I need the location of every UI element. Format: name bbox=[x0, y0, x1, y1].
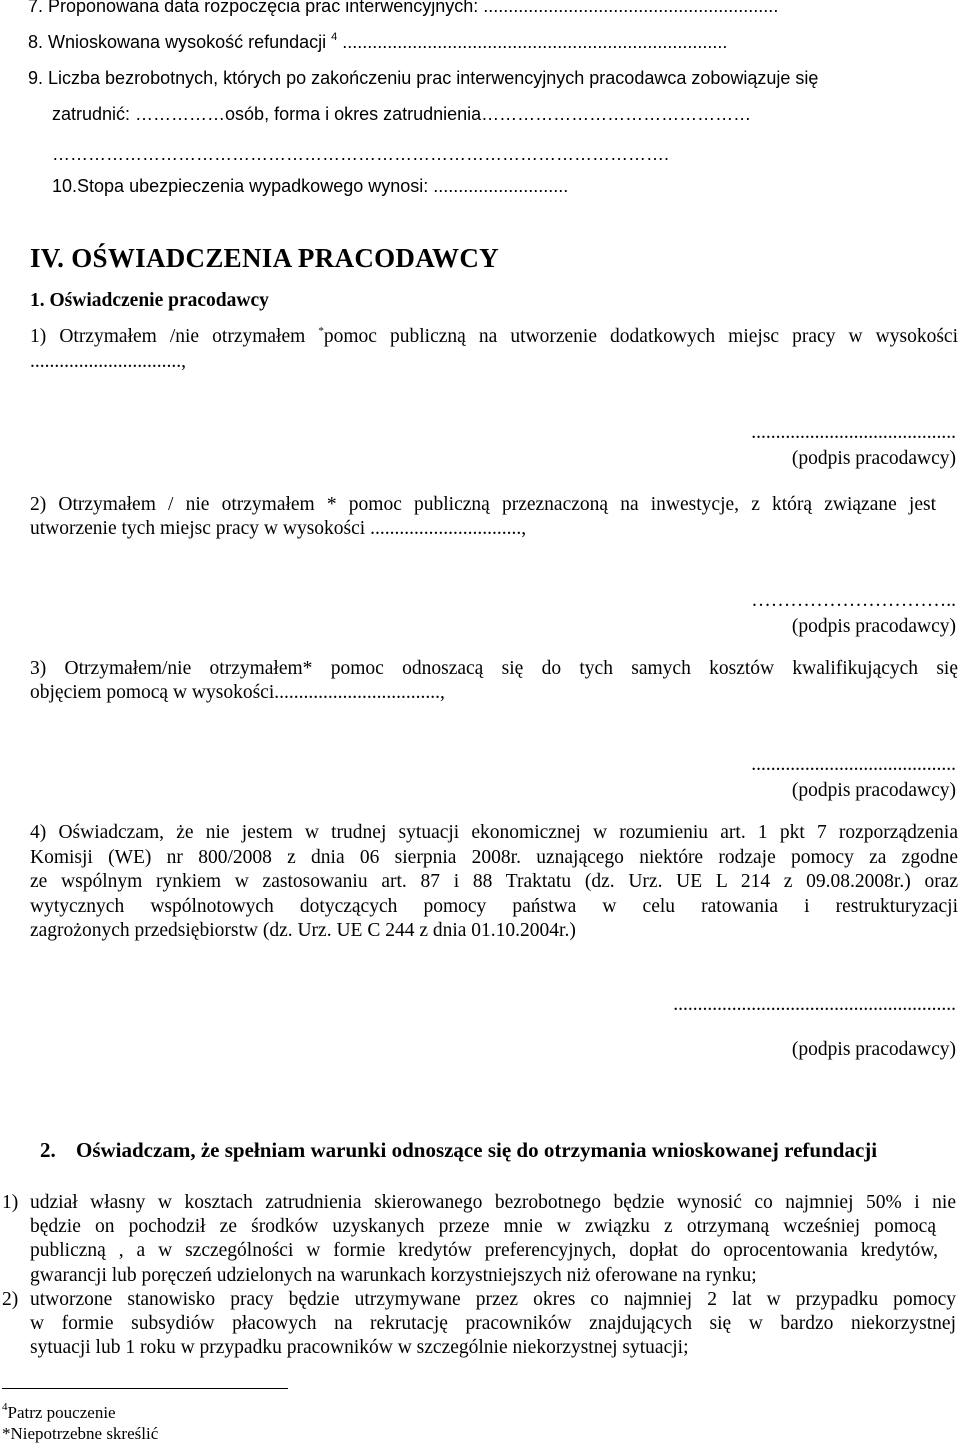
declaration-2-line-1: 2) Otrzymałem / nie otrzymałem * pomoc publiczną przeznaczoną na inwestycje, z którą związane jest bbox=[30, 494, 936, 515]
item-9-line-3-text: …………………………………………………………………………………………. bbox=[52, 144, 670, 164]
item-8-text: 8. Wnioskowana wysokość refundacji bbox=[28, 32, 332, 52]
footnote-asterisk: *Niepotrzebne skreślić bbox=[2, 1424, 159, 1443]
declaration-2-line-2: utworzenie tych miejsc pracy w wysokości ..............................., bbox=[30, 518, 527, 539]
signature-line-3: .......................................... bbox=[751, 754, 956, 775]
item-8-refund-amount bbox=[28, 32, 727, 53]
condition-2-line-2: w formie subsydiów płacowych na rekrutację pracowników znajdujących się w bardzo niekorzystnej bbox=[30, 1313, 956, 1334]
signature-line-1: .......................................... bbox=[751, 422, 956, 443]
item-10-accident-rate bbox=[52, 176, 568, 197]
condition-1-line-1: udział własny w kosztach zatrudnienia skierowanego bezrobotnego będzie wynosić co najmniej 50% i nie bbox=[30, 1192, 956, 1213]
declaration-1-line-1 bbox=[30, 326, 958, 348]
condition-2-line-1: utworzone stanowisko pracy będzie utrzymywane przez okres co najmniej 2 lat w przypadku pomocy bbox=[30, 1289, 956, 1310]
footnote-4 bbox=[2, 1403, 116, 1423]
footnote-4-marker: 4 bbox=[2, 1401, 8, 1413]
signature-label-3: (podpis pracodawcy) bbox=[791, 780, 956, 801]
subsection-2-title: Oświadczam, że spełniam warunki odnoszące się do otrzymania wnioskowanej refundacji bbox=[76, 1138, 878, 1162]
declaration-4-line-3: ze wspólnym rynkiem w zastosowaniu art. 87 i 88 Traktatu (dz. Urz. UE L 214 z 09.08.2008r.) oraz bbox=[30, 871, 958, 892]
footnote-4-text: Patrz pouczenie bbox=[7, 1403, 116, 1422]
declaration-4-line-5: zagrożonych przedsiębiorstw (dz. Urz. UE C 244 z dnia 01.10.2004r.) bbox=[30, 920, 576, 941]
condition-1-line-4: gwarancji lub poręczeń udzielonych na warunkach korzystniejszych niż oferowane na rynku; bbox=[30, 1265, 757, 1286]
footnote-ref-4: 4 bbox=[331, 31, 338, 43]
item-8-dots: ............................................................................. bbox=[337, 32, 728, 52]
declaration-1-suffix: pomoc publiczną na utworzenie dodatkowych miejsc pracy w wysokości bbox=[323, 326, 958, 347]
item-7-text: 7. Proponowana data rozpoczęcia prac interwencyjnych: ........................................................... bbox=[28, 0, 779, 16]
declaration-4-line-4: wytycznych wspólnotowych dotyczących pomocy państwa w celu ratowania i restrukturyzacji bbox=[30, 896, 958, 917]
signature-line-2: ………………………….. bbox=[751, 590, 956, 611]
condition-1-number: 1) bbox=[2, 1192, 19, 1213]
signature-line-4: .......................................................... bbox=[673, 994, 956, 1015]
condition-2-number: 2) bbox=[2, 1289, 19, 1310]
subsection-2-number: 2. bbox=[40, 1138, 56, 1162]
declaration-4-line-2: Komisji (WE) nr 800/2008 z dnia 06 sierpnia 2008r. uznającego niektóre rodzaje pomocy za zgodne bbox=[30, 847, 958, 868]
item-9-line-3 bbox=[52, 144, 669, 165]
declaration-1-prefix: 1) Otrzymałem /nie otrzymałem bbox=[30, 326, 319, 347]
item-9-line-2-text: zatrudnić: ……………osób, forma i okres zatrudnienia……………………………………… bbox=[52, 104, 752, 124]
section-iv-title: IV. OŚWIADCZENIA PRACODAWCY bbox=[30, 243, 499, 273]
condition-2-line-3: sytuacji lub 1 roku w przypadku pracowników w szczególnie niekorzystnej sytuacji; bbox=[30, 1337, 689, 1358]
declaration-3-line-2: objęciem pomocą w wysokości.................................., bbox=[30, 682, 445, 703]
signature-label-2: (podpis pracodawcy) bbox=[791, 616, 956, 637]
footnote-divider bbox=[2, 1388, 288, 1389]
declaration-4-line-1: 4) Oświadczam, że nie jestem w trudnej sytuacji ekonomicznej w rozumieniu art. 1 pkt 7 rozporządzenia bbox=[30, 822, 958, 843]
condition-1-line-2: będzie on pochodził ze środków uzyskanych przeze mnie w związku z otrzymaną wcześniej pomocą bbox=[30, 1216, 936, 1237]
declaration-3-line-1: 3) Otrzymałem/nie otrzymałem* pomoc odnoszacą się do tych samych kosztów kwalifikujących się bbox=[30, 658, 958, 679]
subsection-1-title: 1. Oświadczenie pracodawcy bbox=[30, 290, 269, 311]
item-9-line-2 bbox=[52, 104, 751, 125]
declaration-1-amount: ..............................., bbox=[30, 351, 186, 372]
signature-label-1: (podpis pracodawcy) bbox=[791, 448, 956, 469]
condition-1-line-3: publiczną , a w szczególności w formie kredytów preferencyjnych, dopłat do oprocentowania kredytów, bbox=[30, 1240, 938, 1261]
signature-label-4: (podpis pracodawcy) bbox=[791, 1039, 956, 1060]
item-10-text: 10.Stopa ubezpieczenia wypadkowego wynosi: ........................... bbox=[52, 176, 569, 196]
item-9-line-1-text: 9. Liczba bezrobotnych, których po zakończeniu prac interwencyjnych pracodawca zobowiązuje się bbox=[28, 68, 819, 88]
item-9-line-1 bbox=[28, 68, 818, 89]
item-7-start-date bbox=[28, 0, 778, 17]
asterisk-ref: * bbox=[318, 325, 324, 337]
